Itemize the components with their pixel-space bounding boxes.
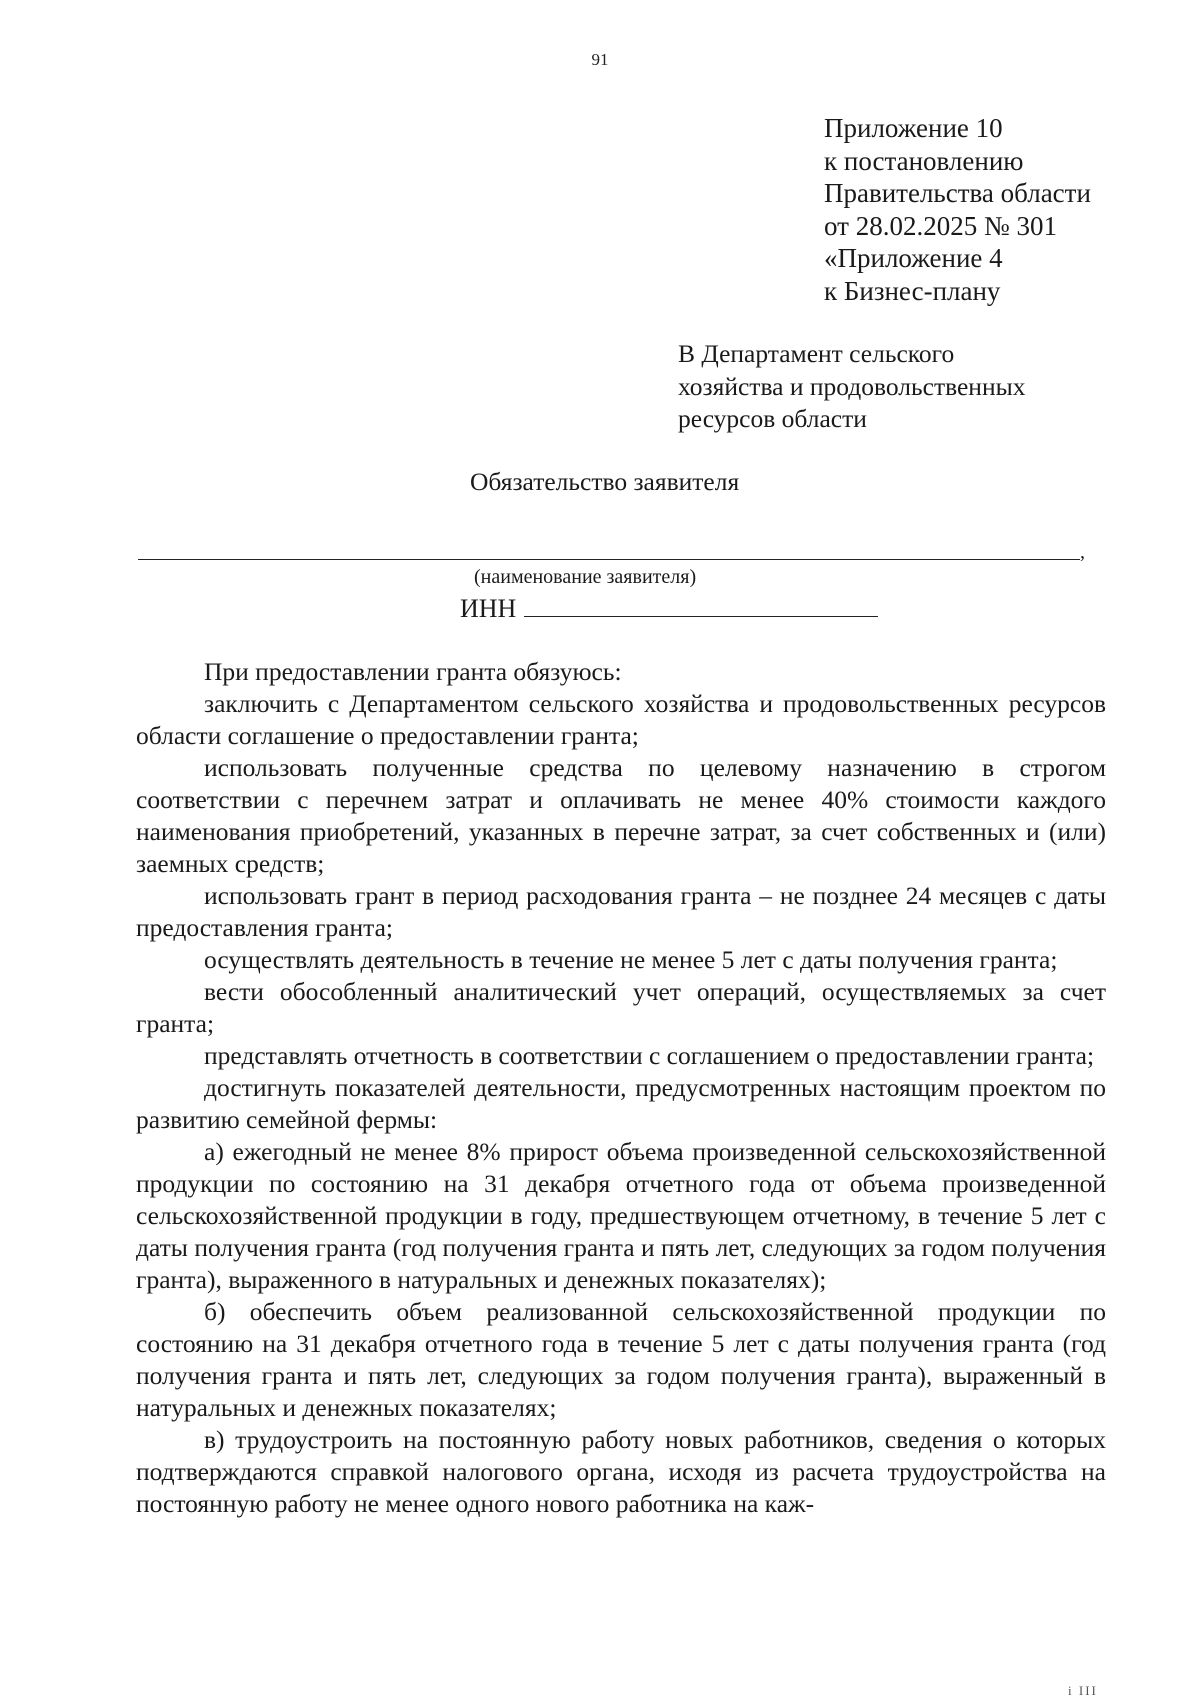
scan-marks: і ІІІ (1068, 1683, 1098, 1698)
approval-line: от 28.02.2025 № 301 (824, 210, 1057, 241)
applicant-name-field-line (138, 558, 1080, 560)
indicator-paragraph: б) обеспечить объем реализованной сельскохозяйственной продукции по состоянию на 31 декабря отчетного года в течение 5 лет с даты получения гранта (год получения гранта и пять лет, следующих за годом получения гранта), выраженный в натуральных и денежных показателях; (136, 1297, 1106, 1422)
obligation-paragraph: использовать полученные средства по целевому назначению в строгом соответствии с перечнем затрат и оплачивать не менее 40% стоимости каждого наименования приобретений, указанных в перечне затрат, за счет собственных и (или) заемных средств; (136, 753, 1106, 878)
obligation-paragraph: использовать грант в период расходования гранта – не позднее 24 месяцев с даты предоставления гранта; (136, 881, 1106, 942)
approval-line: Правительства области (824, 178, 1091, 208)
obligation-paragraph: представлять отчетность в соответствии с соглашением о предоставлении гранта; (204, 1041, 1095, 1070)
approval-line: Приложение 10 (824, 113, 1003, 143)
document-title: Обязательство заявителя (470, 467, 740, 496)
approval-block (824, 112, 1184, 307)
addressee-line: хозяйства и продовольственных (678, 371, 1026, 401)
page-number: 91 (591, 50, 609, 69)
intro-paragraph: При предоставлении гранта обязуюсь: (204, 657, 622, 686)
inn-row (460, 592, 878, 626)
inn-label: ИНН (460, 594, 517, 623)
inn-field-line (524, 615, 878, 617)
indicator-paragraph: а) ежегодный не менее 8% прирост объема произведенной сельскохозяйственной продукции по состоянию на 31 декабря отчетного года от объема произведенной сельскохозяйственной продукции в году, предшествующем отчетному, в течение 5 лет с даты получения гранта (год получения гранта и пять лет, следующих за годом получения гранта), выраженного в натуральных и денежных показателях); (136, 1137, 1106, 1294)
addressee-line: ресурсов области (678, 404, 867, 433)
approval-line: к постановлению (824, 145, 1024, 176)
indicator-paragraph: в) трудоустроить на постоянную работу новых работников, сведения о которых подтверждаются справкой налогового органа, исходя из расчета трудоустройства на постоянную работу не менее одного нового работника на каж- (136, 1425, 1106, 1518)
obligation-paragraph: заключить с Департаментом сельского хозяйства и продовольственных ресурсов области соглашение о предоставлении гранта; (136, 689, 1106, 750)
obligation-paragraph: вести обособленный аналитический учет операций, осуществляемых за счет гранта; (136, 977, 1106, 1038)
obligation-paragraph: достигнуть показателей деятельности, предусмотренных настоящим проектом по развитию семейной фермы: (136, 1073, 1106, 1134)
approval-line: к Бизнес-плану (824, 275, 1001, 306)
addressee-block (678, 338, 1178, 436)
addressee-line: В Департамент сельского (678, 339, 955, 368)
applicant-name-caption: (наименование заявителя) (474, 566, 697, 588)
applicant-name-line-comma: , (1080, 541, 1085, 563)
obligations-body (136, 656, 1106, 1520)
obligation-paragraph: осуществлять деятельность в течение не менее 5 лет с даты получения гранта; (204, 945, 1058, 974)
approval-line: «Приложение 4 (824, 243, 1003, 273)
